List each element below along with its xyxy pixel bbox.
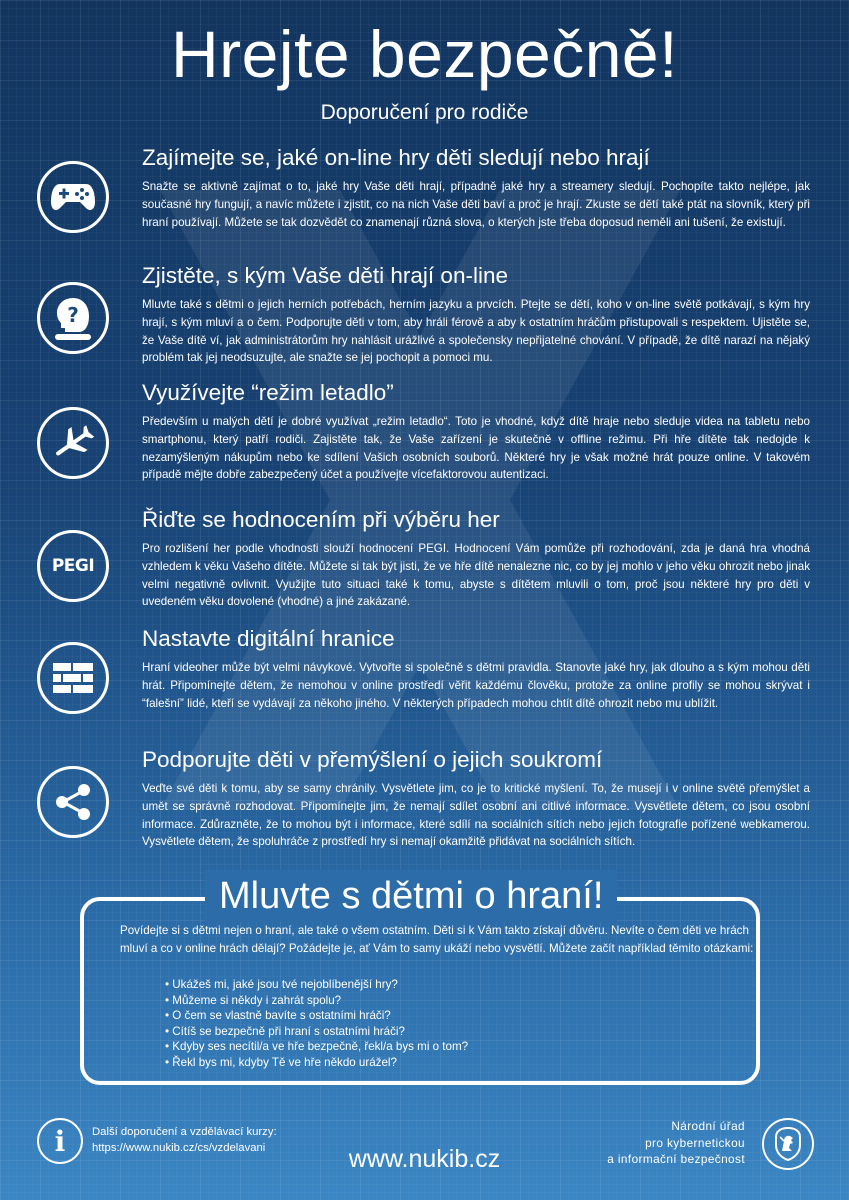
list-item: • Cítíš se bezpečně při hraní s ostatními hráči? [165,1024,468,1040]
airplane-icon [37,407,109,479]
section-text: Především u malých dětí je dobré využívat „režim letadlo“. Toto je vhodné, když dítě hraje nebo sleduje videa na tabletu nebo smartphonu, který patří rodiči. Zajistěte tak, že Vaše zařízení je skutečně v offline režimu. Při hře dítěte tak nedojde k nezamýšleným nákupům nebo ke sdílení Vašich osobních souborů. Některé hry je však možné hrát pouze online. V takovém případě mějte dobře zabezpečený účet a používejte vícefaktorovou autentizaci. [142,415,810,482]
question-list [165,977,468,1071]
svg-text:?: ? [67,303,79,327]
list-item: • Řekl bys mi, kdyby Tě ve hře někdo urážel? [165,1055,468,1071]
talk-intro: Povídejte si s dětmi nejen o hraní, ale také o všem ostatním. Děti si k Vám takto získají důvěru. Nevíte o čem děti ve hrách mluví a co v online hrách dělají? Požádejte je, ať Vám to samy ukáží nebo vysvětlí. Můžete začít například těmito otázkami: [120,924,754,955]
section-heading: Nastavte digitální hranice [142,626,395,651]
section-pegi-rating [0,506,849,626]
pegi-icon [37,530,109,602]
talk-title: Mluvte s dětmi o hraní! [205,870,617,922]
gamepad-icon [37,161,109,233]
courses-label: Další doporučení a vzdělávací kurzy: [92,1126,277,1138]
section-text: Snažte se aktivně zajímat o to, jaké hry Vaše děti hrají, případně jaké hry a streamery sledují. Pochopíte takto nejlépe, jak současné hry fungují, a navíc můžete i zjistit, co na nich Vaše děti baví a proč je hrají. Zkuste se dětí také ptát na slovník, který při hraní používají. Můžete se tak dozvědět co znamenají různá slova, o kterých jste třeba doposud neměli ani tušení, že existují. [142,180,810,229]
page-title: Hrejte bezpečně! [171,17,678,91]
share-icon [37,766,109,838]
lion-emblem-icon [762,1118,814,1170]
section-text: Veďte své děti k tomu, aby se samy chránily. Vysvětlete jim, co je to kritické myšlení. To, že musejí i v online světě přemýšlet a umět se správně rozhodovat. Připomínejte jim, že nemají sdílet osobní ani citlivé informace. Vysvětlete dětem, co jsou osobní informace. Zdůrazněte, že to mohou být i informace, které sdílí na sociálních sítích nebo jejich fotografie pořízené webkamerou. Vysvětlete dětem, že spoluhráče z prostředí hry si nemají okamžitě přidávat na sociálních sítích. [142,782,810,849]
section-digital-boundaries [0,625,849,745]
section-games-interest [0,144,849,264]
section-airplane-mode [0,379,849,499]
list-item: • O čem se vlastně bavíte s ostatními hráči? [165,1008,468,1024]
section-text: Pro rozlišení her podle vhodnosti slouží hodnocení PEGI. Hodnocení Vám pomůže při rozhodování, zda je daná hra vhodná vzhledem k věku Vašeho dítěte. Můžete si tak být jisti, že ve hře dítě nenalezne nic, co by jej mohlo v jeho věku ohrozit nebo jinak velmi negativně ovlivnit. Využijte tuto situaci také k tomu, abyste s dítětem mluvili o tom, proč jsou některé hry pro děti v uvedeném věku dovolené (vhodné) a jiné zakázané. [142,542,810,609]
organization-name [545,1118,745,1168]
list-item: • Můžeme si někdy i zahrát spolu? [165,993,468,1009]
section-text: Mluvte také s dětmi o jejich herních potřebách, herním jazyku a prvcích. Ptejte se dětí, koho v on-line světě potkávají, s kým hry hrají, s kým mluví a o čem. Podporujte děti v tom, aby hráli férově a aby k ostatním hráčům přistupovali s respektem. Ujistěte se, že Vaše dítě ví, jak administrátorům hry nahlásit urážlivé a společensky nepřijatelné chování. V případě, že dítě narazí na nějaký problém tak jej neodsuzujte, ale snažte se jej pochopit a pomoci mu. [142,298,810,365]
list-item: • Kdyby ses necítil/a ve hře bezpečně, řekl/a bys mi o tom? [165,1039,468,1055]
section-heading: Zjistěte, s kým Vaše děti hrají on-line [142,263,508,288]
question-person-icon [37,282,109,354]
section-heading: Řiďte se hodnocením při výběru her [142,507,500,532]
list-item: • Ukážeš mi, jaké jsou tvé nejoblíbenější hry? [165,977,468,993]
info-icon-glyph: i [54,1124,66,1158]
section-privacy [0,746,849,866]
section-heading: Využívejte “režim letadlo” [142,380,394,405]
organization-line: a informační bezpečnost [607,1152,745,1166]
section-heading: Podporujte děti v přemýšlení o jejich soukromí [142,747,603,772]
brick-wall-icon [37,642,109,714]
section-who-they-play-with [0,262,849,382]
section-heading: Zajímejte se, jaké on-line hry děti sledují nebo hrají [142,145,650,170]
page-subtitle: Doporučení pro rodiče [320,101,529,124]
organization-line: Národní úřad [671,1119,745,1133]
pegi-icon-label: PEGI [51,556,95,576]
section-text: Hraní videoher může být velmi návykové. Vytvořte si společně s dětmi pravidla. Stanovte jaké hry, jak dlouho a s kým mohou děti hrát. Připomínejte dětem, že nemohou v online prostředí věřit každému člověku, protože za online profily se mohou skrývat i “falešní” lidé, kteří se vydávají za někoho jiného. V některých případech mohou chtít dítě ohrozit nebo mu ublížit. [142,661,810,710]
organization-line: pro kybernetickou [645,1135,745,1150]
courses-link[interactable]: https://www.nukib.cz/cs/vzdelavani [92,1142,266,1154]
website-link[interactable]: www.nukib.cz [348,1145,501,1173]
